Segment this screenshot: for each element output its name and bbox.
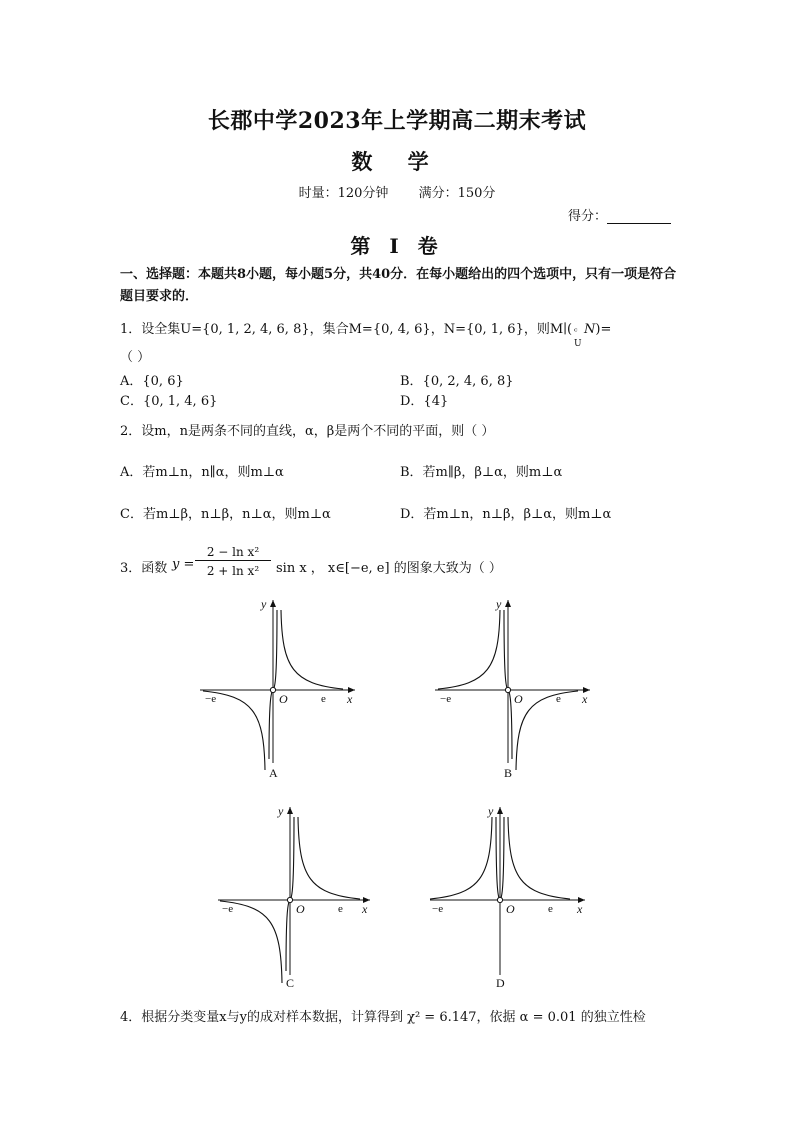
q1-equals: )= [595,322,612,337]
graph-c-origin-point [287,897,292,902]
graph-d-origin-point [497,897,502,902]
question-1-stem [120,318,612,349]
graph-a-origin-point [270,687,275,692]
graph-d-left-branch [430,817,492,899]
graph-a-label-e: e [321,693,326,705]
q1-option-a: A．{0, 6} [120,374,184,389]
graph-b-label-e: e [556,693,561,705]
graph-b-origin-point [505,687,510,692]
graph-a-option-label: A [269,766,278,780]
score-field [568,205,671,224]
graph-c-label-x: x [362,902,368,916]
q1-set-n: N [584,322,596,337]
graph-a-label-x: x [347,692,353,706]
graph-b-label-origin: O [514,692,523,706]
graph-a-inner-right [273,610,277,690]
graph-c-label-y: y [278,804,284,818]
graph-d-inner-right [500,817,504,900]
q1-stem-text: 1．设全集U={0, 1, 2, 4, 6, 8}，集合M={0, 4, 6}，N={0, 1, 6}，则M∣( [120,322,573,337]
graph-c-option-label: C [286,976,295,990]
graph-c-right-branch [298,817,360,899]
graph-c-y-arrow [287,807,293,814]
subject-title: 数 学 [351,149,443,174]
graph-a-y-arrow [270,600,276,607]
graph-b-label-neg-e: −e [440,693,452,705]
exam-meta [0,182,794,201]
graph-c-label-neg-e: −e [222,903,234,915]
graph-a-right-branch [281,610,343,689]
graph-b-left-branch [438,610,500,689]
volume-title: 第 I 卷 [350,234,444,258]
graph-d-label-e: e [548,903,553,915]
graph-d-label-x: x [577,902,583,916]
graph-b-label-y: y [496,597,502,611]
graph-a-label-y: y [261,597,267,611]
score-blank [607,211,671,224]
question-2-stem: 2．设m，n是两条不同的直线，α，β是两个不同的平面，则（ ） [120,424,495,439]
q1-complement-mark: ᶜ [574,327,578,338]
q3-numerator: 2 − ln x² [195,544,271,561]
q1-option-d: D．{4} [400,394,449,409]
q1-option-c: C．{0, 1, 4, 6} [120,394,218,409]
exam-title: 长郡中学2023年上学期高二期末考试 [207,108,587,134]
q2-option-d: D．若m⊥n，n⊥β，β⊥α，则m⊥α [400,507,612,522]
score-label: 得分： [568,209,608,224]
graph-d-right-branch [508,817,570,899]
graph-c-label-e: e [338,903,343,915]
section-heading: 一、选择题：本题共8小题，每小题5分，共40分．在每小题给出的四个选项中，只有一项是符合题目要求的． [120,267,677,304]
graph-c-inner-right [290,817,294,900]
graph-a-label-origin: O [279,692,288,706]
q1-complement-sub: U [574,339,582,349]
q2-option-b: B．若m∥β，β⊥α，则m⊥α [400,465,563,480]
graph-d-inner-left [496,817,500,900]
graph-a-label-neg-e: −e [205,693,217,705]
q3-y: y = [172,557,195,572]
graph-b-inner-left [504,610,508,690]
full-score: 满分：150分 [418,186,496,201]
time-limit: 时量：120分钟 [298,186,389,201]
graph-b-option-label: B [504,766,513,780]
graph-d-label-neg-e: −e [432,903,444,915]
graph-c-inner-left [286,900,290,971]
q2-option-a: A．若m⊥n，n∥α，则m⊥α [120,465,284,480]
graph-b-inner-right [508,690,512,759]
graph-c-label-origin: O [296,902,305,916]
graph-b-label-x: x [582,692,588,706]
q2-option-c: C．若m⊥β，n⊥β，n⊥α，则m⊥α [120,507,331,522]
graph-d-label-y: y [488,804,494,818]
q3-denominator: 2 + ln x² [206,564,260,578]
q3-tail: sin x ， x∈[−e, e] 的图象大致为（ ） [276,561,502,576]
graph-d-y-arrow [497,807,503,814]
q1-answer-paren: （ ） [120,350,151,365]
graph-a-inner-left [269,690,273,759]
graph-d-label-origin: O [506,902,515,916]
graph-b-y-arrow [505,600,511,607]
graph-b-right-branch [516,691,578,770]
q1-option-b: B．{0, 2, 4, 6, 8} [400,374,514,389]
q3-prefix: 3．函数 [120,561,168,576]
question-4-stem: 4．根据分类变量x与y的成对样本数据，计算得到 χ² = 6.147，依据 α = 0.01 的独立性检 [120,1010,646,1025]
q3-graphs [0,585,794,1005]
graph-d-option-label: D [496,976,505,990]
